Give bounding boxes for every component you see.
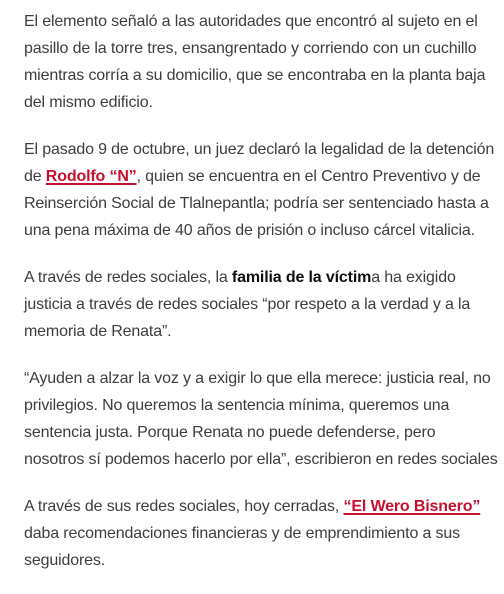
victim-family-bold: familia de la víctim (231, 269, 372, 286)
paragraph-5 (24, 493, 498, 574)
paragraph-3-text-after: a ha exigido justicia a través de redes sociales “por respeto a la verdad y a la memoria de Renata”. (24, 269, 471, 340)
paragraph-5-text-after: daba recomendaciones financieras y de emprendimiento a sus seguidores. (24, 525, 461, 569)
paragraph-5-text-before: A través de sus redes sociales, hoy cerradas, (24, 498, 344, 515)
paragraph-2-text-after: , quien se encuentra en el Centro Preventivo y de Reinserción Social de Tlalnepantla; podría ser sentenciado hasta a una pena máxima de 40 años de prisión o incluso cárcel vitalicia. (24, 168, 489, 239)
paragraph-3-text-before: A través de redes sociales, la (24, 269, 232, 286)
paragraph-4-text: “Ayuden a alzar la voz y a exigir lo que ella merece: justicia real, no privilegios. No queremos la sentencia mínima, queremos una sentencia justa. Porque Renata no puede defenderse, pero nosotros sí podemos hacerlo por ella”, escribieron en redes sociales (24, 370, 498, 468)
paragraph-3 (24, 264, 498, 345)
paragraph-4 (24, 365, 498, 473)
paragraph-1-text: El elemento señaló a las autoridades que encontró al sujeto en el pasillo de la torre tres, ensangrentado y corriendo con un cuchillo mientras corría a su domicilio, que se encontraba en la planta baja del mismo edificio. (24, 13, 486, 111)
rodolfo-n-link[interactable]: Rodolfo “N” (45, 168, 137, 185)
el-wero-bisnero-link[interactable]: “El Wero Bisnero” (343, 498, 481, 515)
paragraph-1 (24, 8, 498, 116)
paragraph-2-text-before: El pasado 9 de octubre, un juez declaró la legalidad de la detención de (24, 141, 495, 185)
article-body (24, 8, 498, 594)
paragraph-2 (24, 136, 498, 244)
